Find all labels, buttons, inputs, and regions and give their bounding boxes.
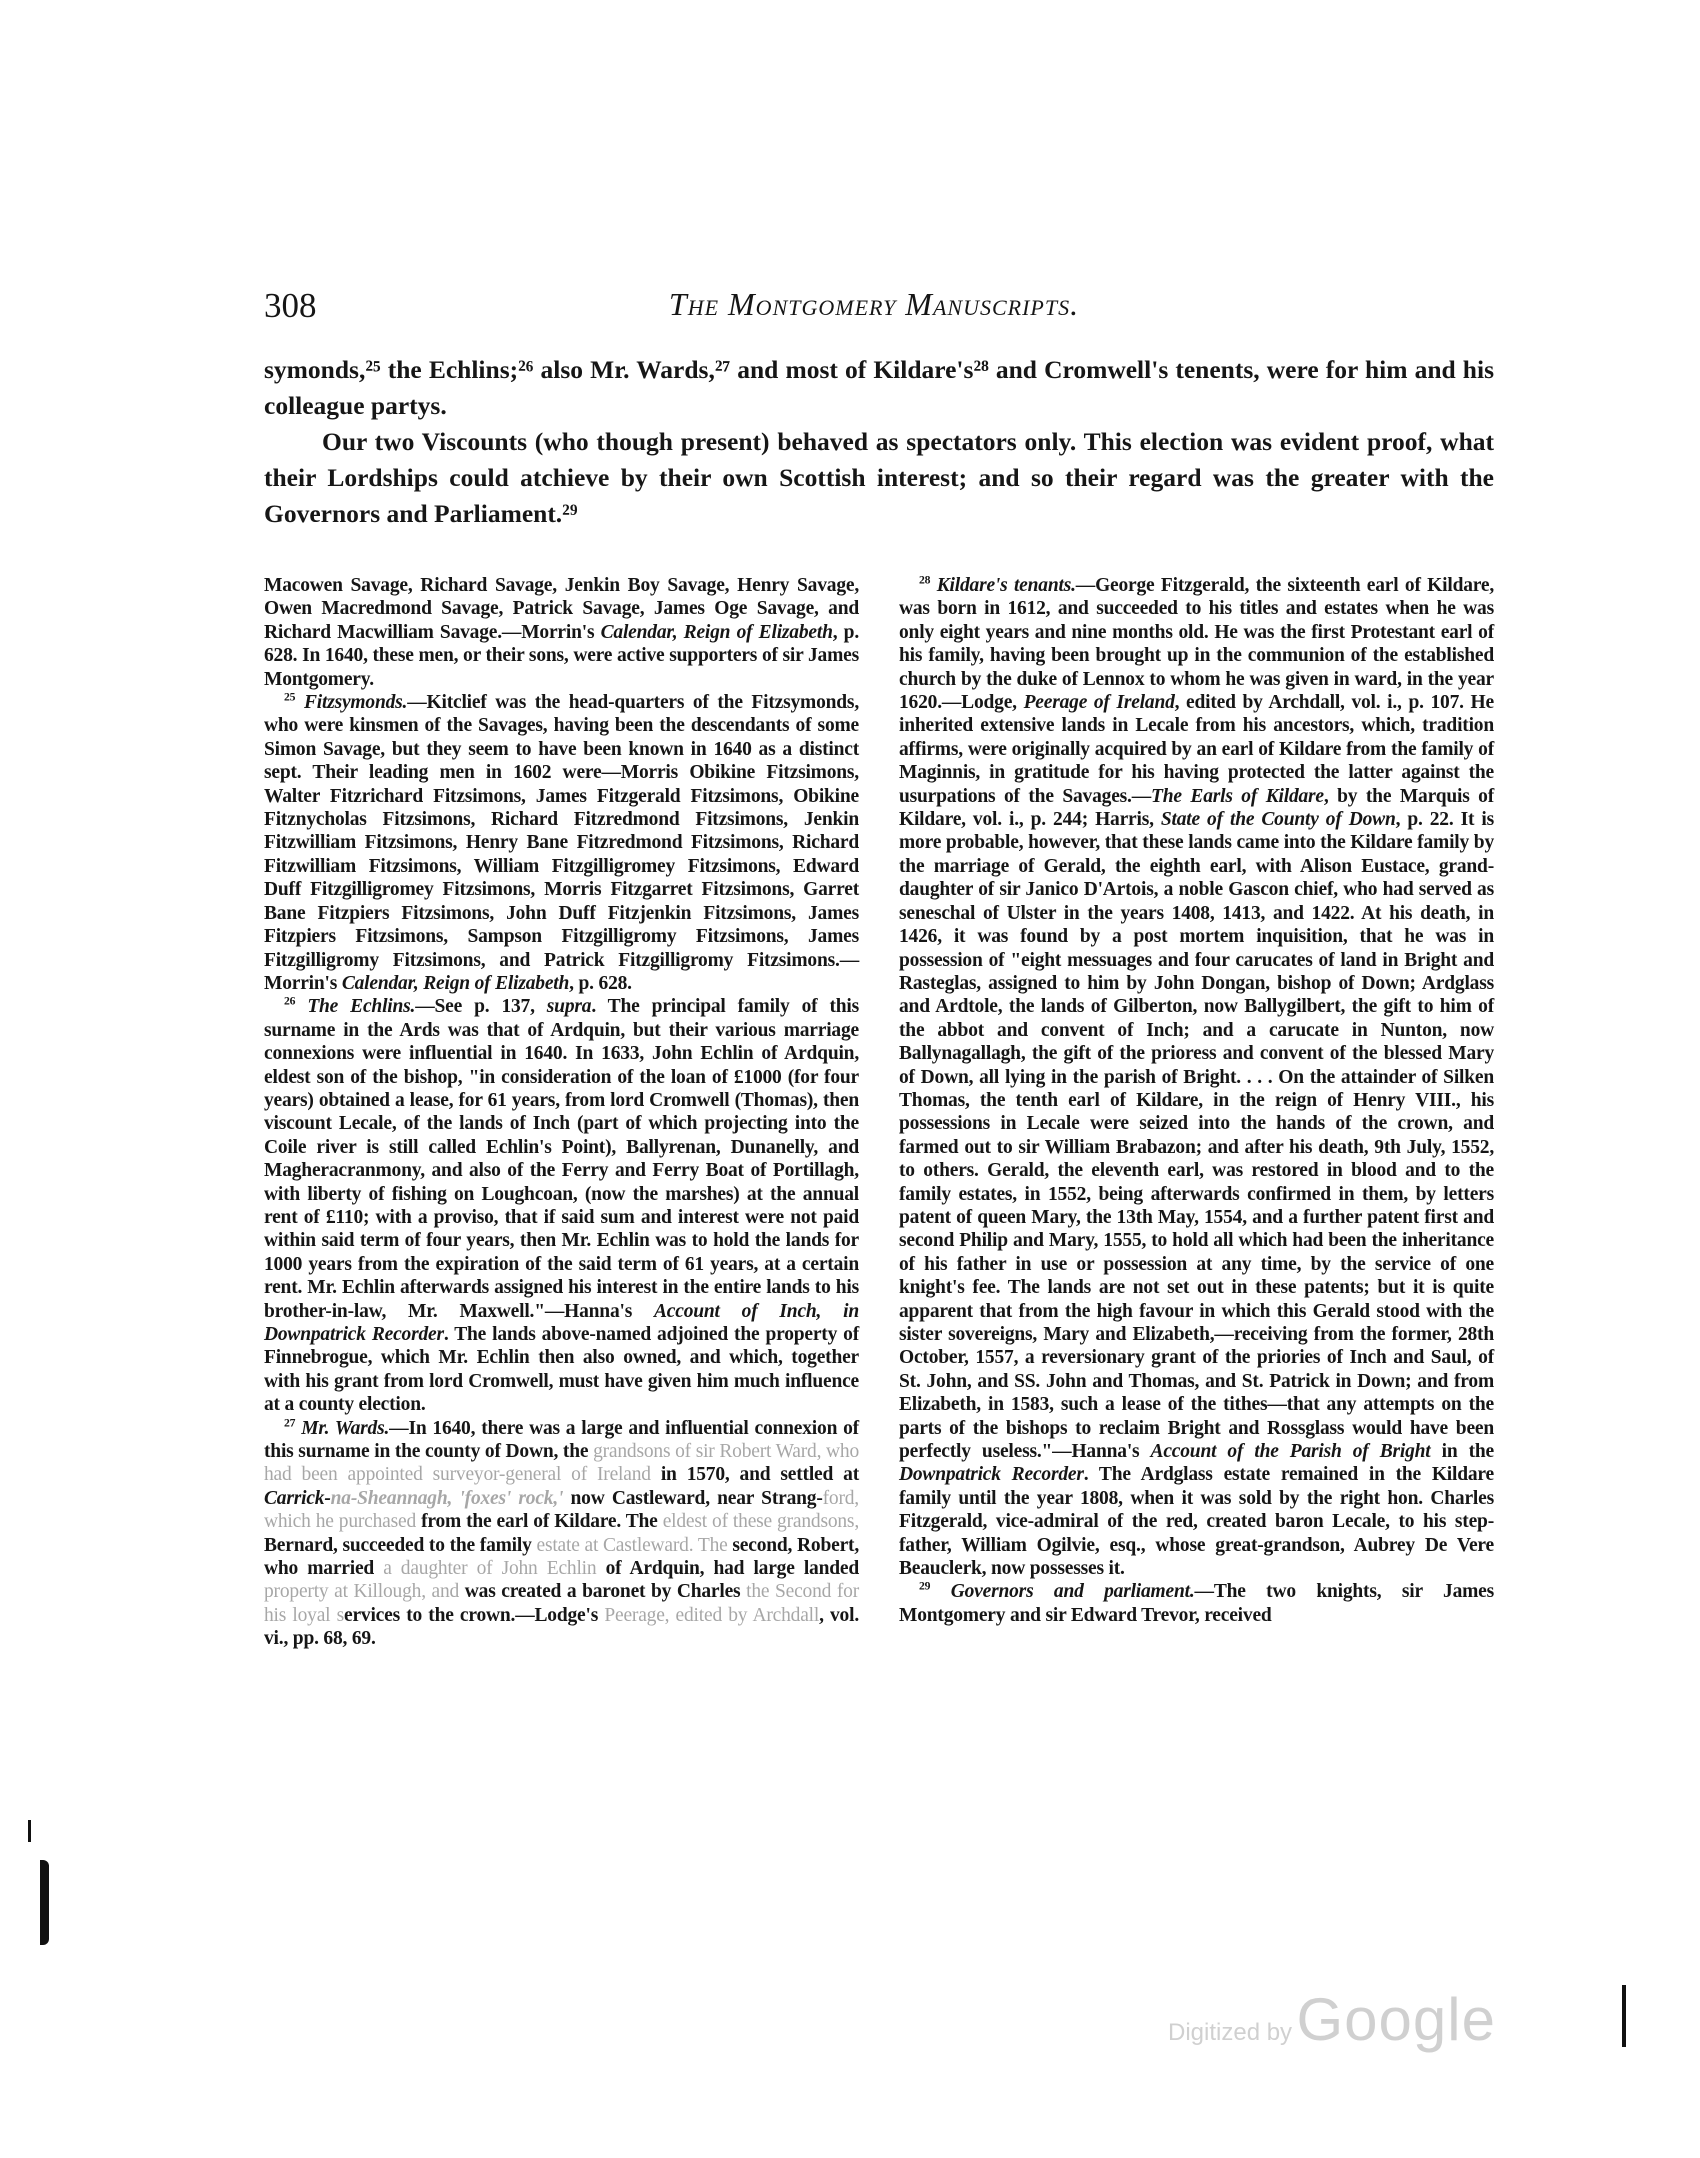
footnote-column-right xyxy=(899,574,1494,1894)
footnote-25: $^{25}$ Fitzsymonds.—Kitclief was the head-quarters of the Fitzsymonds, who were kinsmen of the Savages, having been the descendants of some Simon Savage, but they seem to have been known in 1640 as a distinct sept. Their leading men in 1602 were—Morris Obikine Fitzsimons, Walter Fitzrichard Fitzsimons, James Fitzgerald Fitzsimons, Obikine Fitznycholas Fitzsimons, Richard Fitzredmond Fitzsimons, Jenkin Fitzwilliam Fitzsimons, Henry Bane Fitzredmond Fitzsimons, Richard Fitzwilliam Fitzsimons, William Fitzgilligromey Fitzsimons, Edward Duff Fitzgilligromey Fitzsimons, Morris Fitzgarret Fitzsimons, Garret Bane Fitzpiers Fitzsimons, John Duff Fitzjenkin Fitzsimons, James Fitzpiers Fitzsimons, Sampson Fitzgilligromy Fitzsimons, James Fitzgilligromy Fitzsimons, and Patrick Fitzgilligromy Fitzsimons.—Morrin's Calendar, Reign of Elizabeth, p. 628. xyxy=(264,690,859,994)
footnotes xyxy=(264,574,1494,1894)
footnote-column-left xyxy=(264,574,859,1894)
paragraph-1: symonds,²⁵ the Echlins;²⁶ also Mr. Wards,²⁷ and most of Kildare's²⁸ and Cromwell's tenents, were for him and his colleague partys. xyxy=(264,355,1494,420)
footnote-27: $^{27}$ Mr. Wards.—In 1640, there was a large and influential connexion of this surname in the county of Down, the grandsons of sir Robert Ward, who had been appointed surveyor-general of Ireland in 1570, and settled at Carrick-na-Sheannagh, 'foxes' rock,' now Castleward, near Strang-ford, which he purchased from the earl of Kildare. The eldest of these grandsons, Bernard, succeeded to the family estate at Castleward. The second, Robert, who married a daughter of John Echlin of Ardquin, had large landed property at Killough, and was created a baronet by Charles the Second for his loyal services to the crown.—Lodge's Peerage, edited by Archdall, vol. vi., pp. 68, 69. xyxy=(264,1416,860,1650)
page-number: 308 xyxy=(264,286,317,325)
footnote-continuation: Macowen Savage, Richard Savage, Jenkin Boy Savage, Henry Savage, Owen Macredmond Savage, Patrick Savage, James Oge Savage, and Richard Macwilliam Savage.—Morrin's Calendar, Reign of Elizabeth, p. 628. In 1640, these men, or their sons, were active supporters of sir James Montgomery. xyxy=(264,575,859,690)
paragraph-2: Our two Viscounts (who though present) behaved as spectators only. This election was evident proof, what their Lordships could atchieve by their own Scottish interest; and so their regard was the greater with the Governors and Parliament.²⁹ xyxy=(264,427,1494,528)
google-watermark xyxy=(1168,1985,1496,2054)
watermark-brand: Google xyxy=(1296,1986,1496,2053)
footnote-29: $^{29}$ Governors and parliament.—The two knights, sir James Montgomery and sir Edward Trevor, received xyxy=(899,1579,1495,1626)
footnote-26: $^{26}$ The Echlins.—See p. 137, supra. The principal family of this surname in the Ards was that of Ardquin, but their various marriage connexions were influential in 1640. In 1633, John Echlin of Ardquin, eldest son of the bishop, "in consideration of the loan of £1000 (for four years) obtained a lease, for 61 years, from lord Cromwell (Thomas), then viscount Lecale, of the lands of Inch (part of which projecting into the Coile river is still called Echlin's Point), Ballyrenan, Dunanelly, and Magheracranmony, and also of the Ferry and Ferry Boat of Portillagh, with liberty of fishing on Loughcoan, (now the marshes) at the annual rent of £110; with a proviso, that if said sum and interest were not paid within said term of four years, then Mr. Echlin was to hold the lands for 1000 years from the expiration of the said term of 61 years, at a certain rent. Mr. Echlin afterwards assigned his interest in the entire lands to his brother-in-law, Mr. Maxwell."—Hanna's Account of Inch, in Downpatrick Recorder. The lands above-named adjoined the property of Finnebrogue, which Mr. Echlin then also owned, and which, together with his grant from lord Cromwell, must have given him much influence at a county election. xyxy=(264,994,860,1416)
watermark-prefix: Digitized by xyxy=(1168,2019,1293,2046)
main-text xyxy=(264,352,1494,532)
scan-artifact-left-tick xyxy=(28,1820,31,1842)
footnote-28: $^{28}$ Kildare's tenants.—George Fitzgerald, the sixteenth earl of Kildare, was born in 1612, and succeeded to his titles and estates when he was only eight years and nine months old. He was the first Protestant earl of his family, having been brought up in the communion of the established church by the duke of Lennox to whom he was given in ward, in the year 1620.—Lodge, Peerage of Ireland, edited by Archdall, vol. i., p. 107. He inherited extensive lands in Lecale from his ancestors, which, tradition affirms, were originally acquired by an earl of Kildare from the family of Maginnis, in gratitude for his having protected the latter against the usurpations of the Savages.—The Earls of Kildare, by the Marquis of Kildare, vol. i., p. 244; Harris, State of the County of Down, p. 22. It is more probable, however, that these lands came into the Kildare family by the marriage of Gerald, the eighth earl, with Alison Eustace, grand-daughter of sir Janico D'Artois, a noble Gascon chief, who had served as seneschal of Ulster in the years 1408, 1413, and 1422. At his death, in 1426, it was found by a post mortem inquisition, that he was in possession of "eight messuages and four carucates of land in Bright and Rasteglas, assigned to him by John Dongan, bishop of Down; Ardglass and Ardtole, the lands of Gilberton, now Ballygilbert, the gift to him of the abbot and convent of Inch; and a carucate in Nunton, now Ballynagallagh, the gift of the prioress and convent of the blessed Mary of Down, all lying in the parish of Bright. . . . On the attainder of Silken Thomas, the tenth earl of Kildare, in the reign of Henry VIII., his possessions in Lecale were seized into the hands of the crown, and farmed out to sir William Brabazon; and after his death, 9th July, 1552, to others. Gerald, the eleventh earl, was restored in blood and to the family estates, in 1552, being afterwards confirmed in them, by letters patent of queen Mary, the 13th May, 1554, and a further patent first and second Philip and Mary, 1555, to hold all which had been the inheritance of his father in use or possession at any time, by the service of one knight's fee. The lands are not set out in these patents; but it is quite apparent that from the high favour in which this Gerald stood with the sister sovereigns, Mary and Elizabeth,—receiving from the former, 28th October, 1557, a reversionary grant of the priories of Inch and Saul, of St. John, and SS. John and Thomas, and St. Patrick in Down; and from Elizabeth, in 1583, such a lease of the tithes—that any attempts on the parts of the bishops to reclaim Bright and Rossglass would have been perfectly useless."—Hanna's Account of the Parish of Bright in the Downpatrick Recorder. The Ardglass estate remained in the Kildare family until the year 1808, when it was sold by the right hon. Charles Fitzgerald, vice-admiral of the red, created baron Lecale, to his step-father, William Ogilvie, esq., whose great-grandson, Aubrey De Vere Beauclerk, now possesses it. xyxy=(899,573,1494,1580)
running-title: The Montgomery Manuscripts. xyxy=(668,286,1080,322)
page-header xyxy=(264,286,1484,336)
scan-artifact-left-edge xyxy=(40,1860,49,1945)
scan-artifact-right-edge xyxy=(1622,1985,1626,2047)
